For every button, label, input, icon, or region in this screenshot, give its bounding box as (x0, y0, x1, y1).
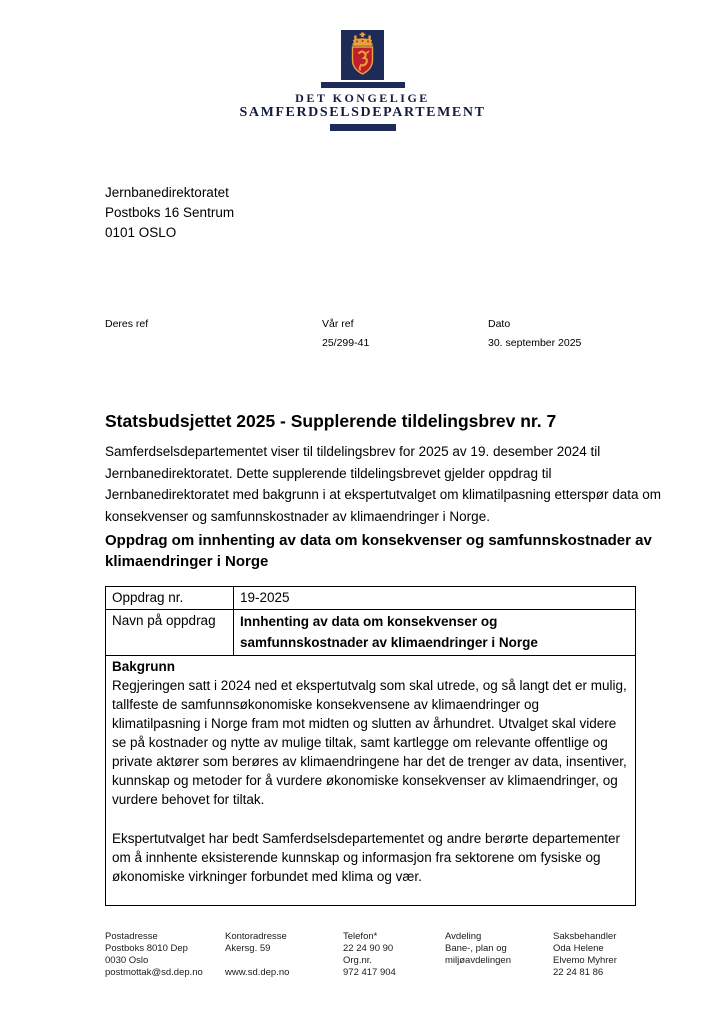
footer-postadresse-line2: Postboks 8010 Dep (105, 943, 188, 954)
var-ref-value: 25/299-41 (322, 337, 370, 349)
footer-email: postmottak@sd.dep.no (105, 967, 203, 978)
footer-saksbehandler-label: Saksbehandler (553, 931, 617, 942)
letterhead-rule-bottom (330, 124, 396, 131)
table-row-oppdrag-nr (106, 587, 636, 610)
footer-orgnr-value: 972 417 904 (343, 967, 396, 978)
assignment-table (105, 586, 636, 906)
footer-postadresse-label: Postadresse (105, 931, 158, 942)
recipient-address (105, 183, 234, 243)
navn-label: Navn på oppdrag (106, 610, 234, 656)
letterhead (0, 30, 725, 131)
section-heading: Oppdrag om innhenting av data om konsekvenser og samfunnskostnader av klimaendringer i Norge (105, 532, 652, 570)
oppdrag-nr-value: 19-2025 (234, 587, 636, 610)
table-row-navn (106, 610, 636, 656)
bakgrunn-cell (106, 656, 636, 906)
footer-avdeling-line2: Bane-, plan og (445, 943, 507, 954)
footer-postadresse-line3: 0030 Oslo (105, 955, 149, 966)
deres-ref-label: Deres ref (105, 318, 149, 330)
dato-label: Dato (488, 318, 511, 330)
footer-kontoradresse-line2: Akersg. 59 (225, 943, 271, 954)
table-row-bakgrunn (106, 656, 636, 906)
footer-telefon (343, 931, 443, 979)
intro-paragraph: Samferdselsdepartementet viser til tildelingsbrev for 2025 av 19. desember 2024 til Jernbanedirektoratet. Dette supplerende tildelingsbrevet gjelder oppdrag til Jernbanedirektoratet med bakgrunn i at ekspertutvalget om klimatilpasning etterspør data om konsekvenser og samfunnskostnader av klimaendringer i Norge. (105, 444, 662, 524)
coat-of-arms-icon (0, 30, 725, 80)
var-ref-label: Vår ref (322, 318, 354, 330)
footer-avdeling-label: Avdeling (445, 931, 482, 942)
footer-telefon-label: Telefon* (343, 931, 378, 942)
footer-kontoradresse-line3 (225, 955, 337, 967)
letterhead-line1: DET KONGELIGE (295, 91, 430, 105)
dato-value: 30. september 2025 (488, 337, 582, 349)
bakgrunn-heading: Bakgrunn (112, 659, 176, 674)
footer-saksbehandler-phone: 22 24 81 86 (553, 967, 604, 978)
footer-orgnr-label: Org.nr. (343, 955, 373, 966)
footer-website: www.sd.dep.no (225, 967, 290, 978)
footer-kontoradresse (225, 931, 337, 979)
footer-kontoradresse-label: Kontoradresse (225, 931, 287, 942)
footer-saksbehandler (553, 931, 663, 979)
footer-avdeling (445, 931, 551, 979)
bakgrunn-paragraph-1: Regjeringen satt i 2024 ned et ekspertutvalg som skal utrede, og så langt det er mulig, tallfeste de samfunnsøkonomiske konsekvensene av klimaendringer og klimatilpasning i Norge fram mot midten og slutten av århundret. Utvalget skal videre se på kostnader og nytte av mulige tiltak, samt kartlegge om relevante offentlige og private aktører som berøres av klimaendringene har det de trenger av data, insentiver, kunnskap og metoder for å vurdere økonomiske konsekvenser av klimaendringer, og vurdere behovet for tiltak. (112, 678, 627, 807)
footer-avdeling-line4 (445, 967, 551, 979)
letterhead-line2: SAMFERDSELSDEPARTEMENT (239, 105, 486, 120)
oppdrag-nr-label: Oppdrag nr. (106, 587, 234, 610)
document-title: Statsbudsjettet 2025 - Supplerende tildelingsbrev nr. 7 (105, 411, 557, 431)
footer-postadresse (105, 931, 223, 979)
bakgrunn-paragraph-2: Ekspertutvalget har bedt Samferdselsdepartementet og andre berørte departementer om å innhente eksisterende kunnskap og informasjon fra sektorene om fysiske og økonomiske virkninger forbundet med klima og vær. (112, 831, 621, 884)
footer-avdeling-line3: miljøavdelingen (445, 955, 512, 966)
recipient-name: Jernbanedirektoratet (105, 185, 229, 200)
footer-saksbehandler-name2: Elvemo Myhrer (553, 955, 617, 966)
footer-saksbehandler-name1: Oda Helene (553, 943, 604, 954)
footer-telefon-number: 22 24 90 90 (343, 943, 394, 954)
letterhead-rule-top (321, 82, 405, 88)
recipient-street: Postboks 16 Sentrum (105, 205, 235, 220)
recipient-city: 0101 OSLO (105, 225, 177, 240)
navn-value: Innhenting av data om konsekvenser og samfunnskostnader av klimaendringer i Norge (234, 610, 636, 656)
bakgrunn-gap (112, 809, 629, 829)
